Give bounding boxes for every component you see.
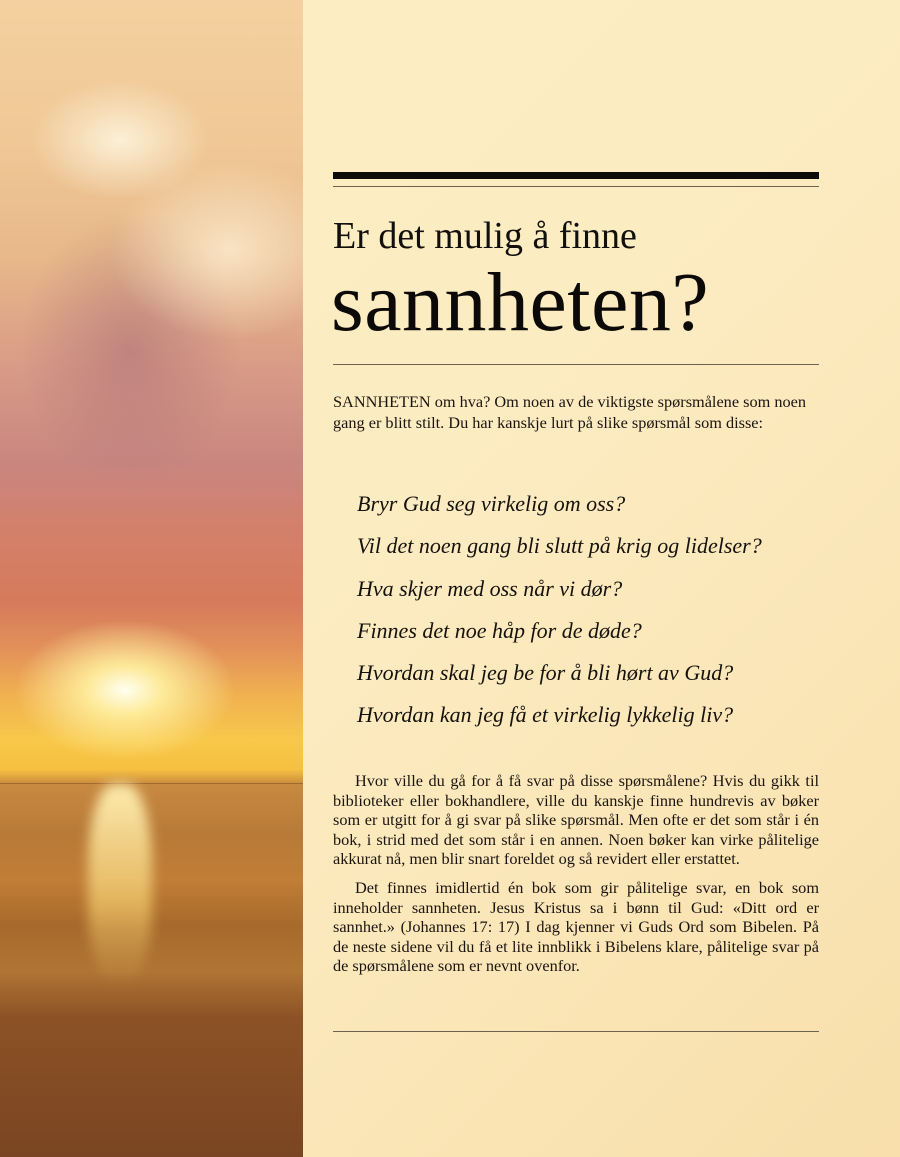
question-item: Hvordan skal jeg be for å bli hørt av Gud?	[357, 660, 734, 686]
intro-paragraph: SANNHETEN om hva? Om noen av de viktigste spørsmålene som noen gang er blitt stilt. Du har kanskje lurt på slike spørsmål som disse:	[333, 392, 806, 432]
question-item: Hvordan kan jeg få et virkelig lykkelig liv?	[357, 702, 734, 728]
question-item: Bryr Gud seg virkelig om oss?	[357, 491, 626, 516]
sun-reflection	[88, 784, 152, 984]
title-line-1: Er det mulig å finne	[333, 215, 637, 257]
body-paragraph: Det finnes imidlertid én bok som gir pålitelige svar, en bok som inneholder sannheten. Jesus Kristus sa i bønn til Gud: «Ditt ord er sannhet.» (Johannes 17: 17) I dag kjenner vi Guds Ord som Bibelen. På de neste sidene vil du få et lite innblikk i Bibelens klare, pålitelige svar på de spørsmålene som er nevnt ovenfor.	[333, 877, 819, 976]
title-line-2: sannheten?	[331, 256, 710, 349]
question-item: Finnes det noe håp for de døde?	[357, 617, 642, 643]
top-rule-thin	[333, 186, 819, 187]
questions-list	[357, 490, 762, 744]
sunset-beach-photo	[0, 0, 303, 1157]
question-item: Hva skjer med oss når vi dør?	[357, 575, 623, 601]
horizon-line	[0, 783, 303, 784]
question-item: Vil det noen gang bli slutt på krig og lidelser?	[357, 533, 762, 559]
body-text	[333, 771, 819, 985]
title-divider	[333, 364, 819, 365]
top-rule-thick	[333, 172, 819, 179]
bottom-rule	[333, 1031, 819, 1032]
body-paragraph: Hvor ville du gå for å få svar på disse spørsmålene? Hvis du gikk til biblioteker eller bokhandlere, ville du kanskje finne hundrevis av bøker som er utgitt for å gi svar på slike spørsmål. Men ofte er det som står i én bok, i strid med det som står i en annen. Noen bøker kan virke pålitelige akkurat nå, men blir snart foreldet og så revidert eller erstattet.	[333, 771, 819, 869]
